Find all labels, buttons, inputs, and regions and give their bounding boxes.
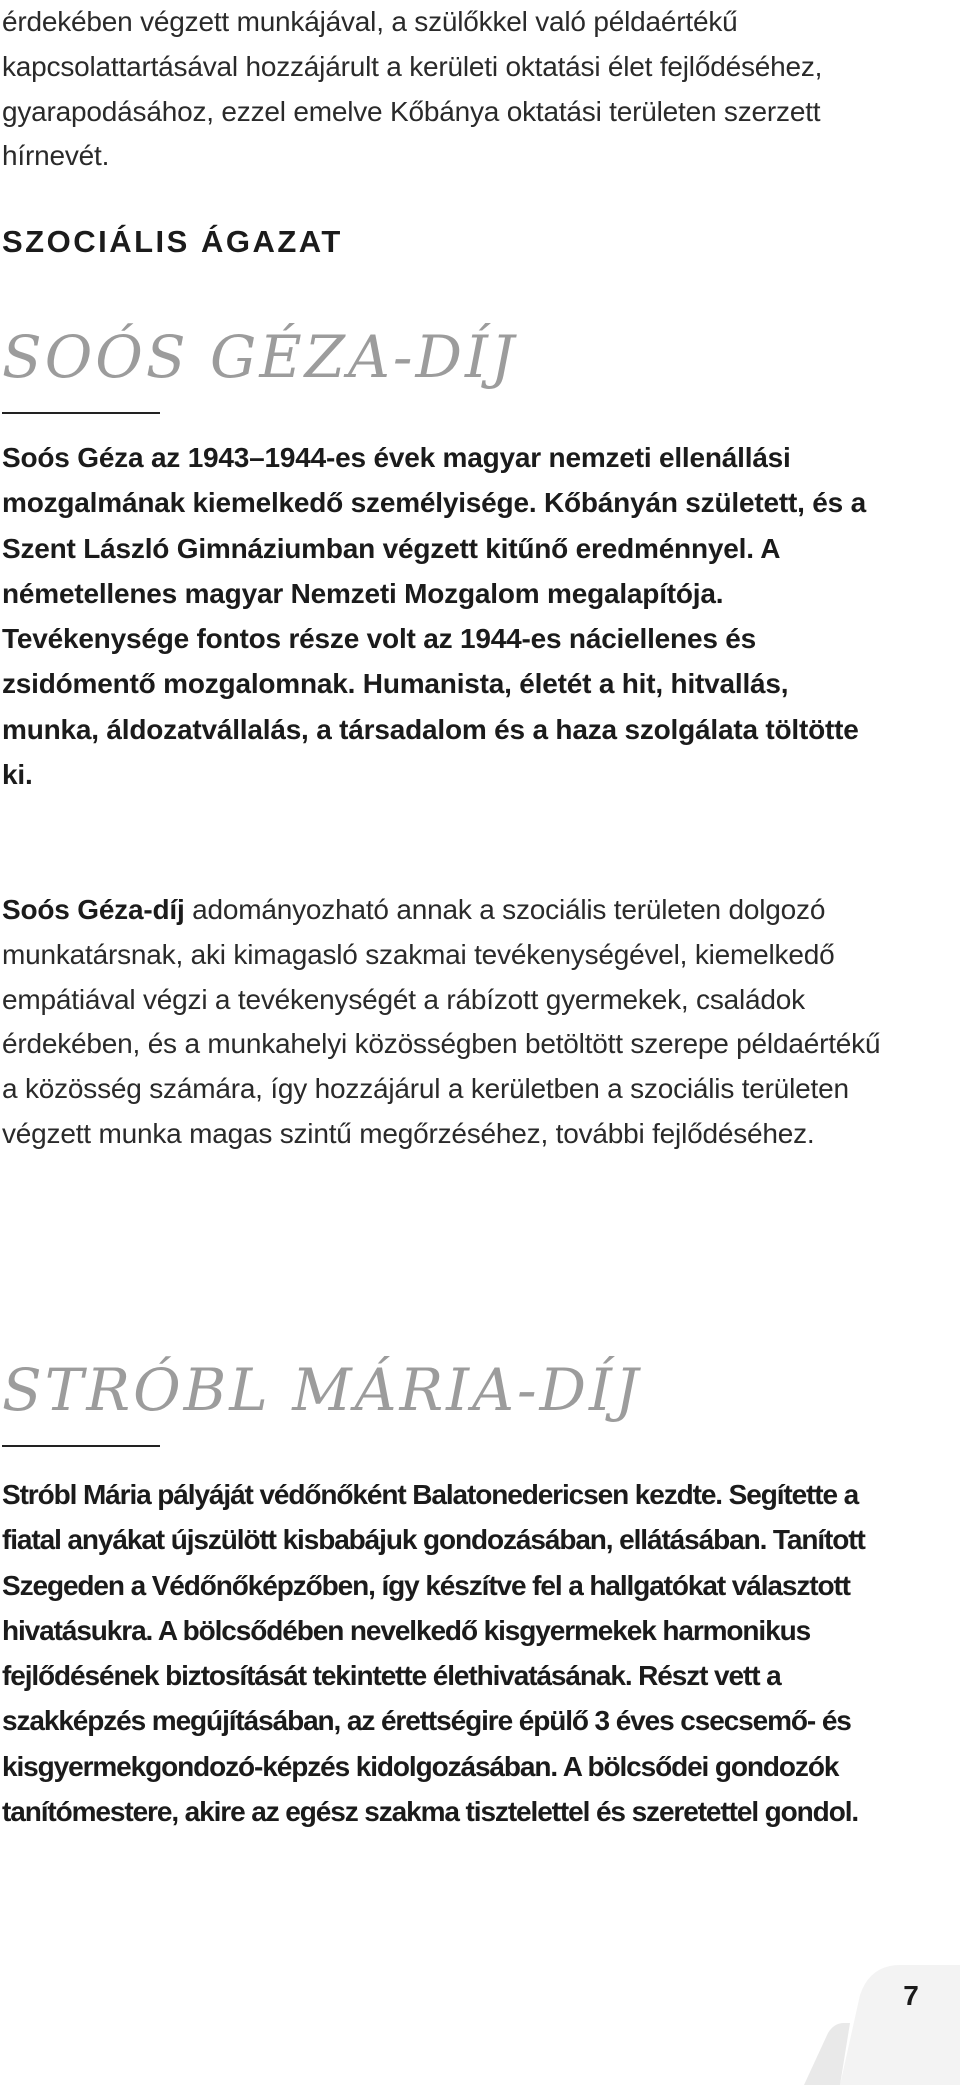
soos-award-description xyxy=(2,888,882,1157)
strobl-biography: Stróbl Mária pályáját védőnőként Balatonedericsen kezdte. Segítette a fiatal anyákat újszülött kisbabájuk gondozásában, ellátásában. Tanított Szegeden a Védőnőképzőben, így készítve fel a hallgatókat választott hivatásukra. A bölcsődében nevelkedő kisgyermekek harmonikus fejlődésének biztosítását tekintette élethivatásának. Részt vett a szakképzés megújításában, az érettségire épülő 3 éves csecsemő- és kisgyermekgondozó-képzés kidolgozásában. A bölcsődei gondozók tanítómestere, akire az egész szakma tisztelettel és szeretettel gondol. xyxy=(2,1479,865,1828)
soos-award-title: SOÓS GÉZA-DÍJ xyxy=(2,323,518,391)
soos-award-text: adományozható annak a szociális területen dolgozó munkatársnak, aki kimagasló szakmai tevékenységével, kiemelkedő empátiával végzi a tevékenységét a rábízott gyermekek, családok érdekében, és a munkahelyi közösségben betöltött szerepe példaértékű a közösség számára, így hozzájárul a kerületben a szociális területen végzett munka magas szintű megőrzéséhez, további fejlődéséhez. xyxy=(2,894,881,1149)
soos-award-name: Soós Géza-díj xyxy=(2,894,185,925)
page-number: 7 xyxy=(903,1980,919,2011)
page-corner-tab xyxy=(800,1965,960,2085)
soos-biography: Soós Géza az 1943–1944-es évek magyar nemzeti ellenállási mozgalmának kiemelkedő személyisége. Kőbányán született, és a Szent László Gimnáziumban végzett kitűnő eredménnyel. A németellenes magyar Nemzeti Mozgalom megalapítója. Tevékenysége fontos része volt az 1944-es náciellenes és zsidómentő mozgalomnak. Humanista, életét a hit, hitvallás, munka, áldozatvállalás, a társadalom és a haza szolgálata töltötte ki. xyxy=(2,442,866,791)
strobl-award-title: STRÓBL MÁRIA-DÍJ xyxy=(2,1356,642,1424)
soos-title-rule xyxy=(2,412,160,414)
strobl-title-rule xyxy=(2,1445,160,1447)
sector-heading: SZOCIÁLIS ÁGAZAT xyxy=(2,224,343,259)
intro-paragraph: érdekében végzett munkájával, a szülőkkel való példaértékű kapcsolattartásával hozzájárult a kerületi oktatási élet fejlődéséhez, gyarapodásához, ezzel emelve Kőbánya oktatási területen szerzett hírnevét. xyxy=(2,6,823,172)
